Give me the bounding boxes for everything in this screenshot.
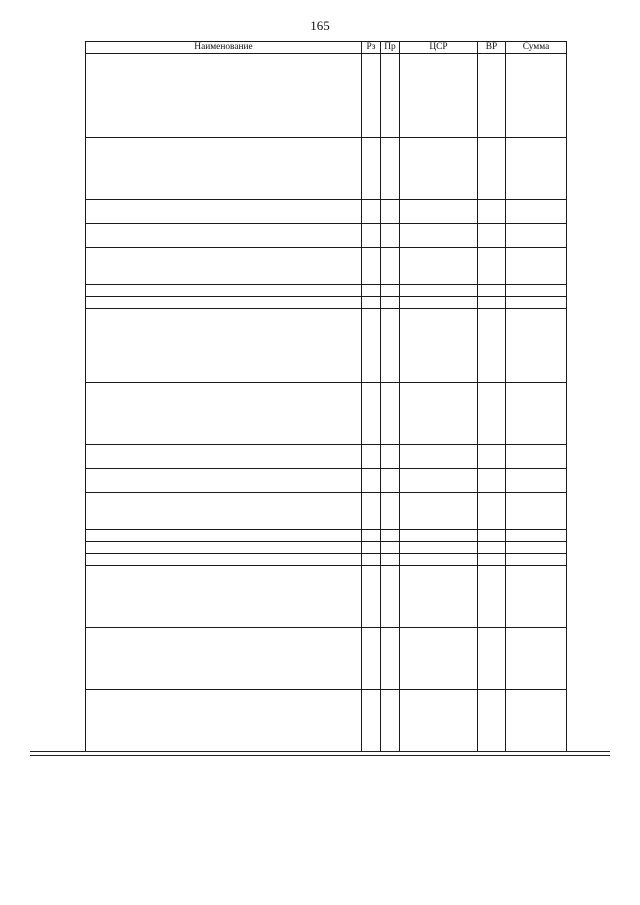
row-name — [86, 54, 362, 138]
row-sum — [506, 469, 567, 493]
row-sum — [506, 566, 567, 628]
column-header-sum: Сумма — [506, 42, 567, 54]
row-csr — [400, 285, 478, 297]
row-name — [86, 309, 362, 383]
row-vr — [478, 297, 506, 309]
row-rz — [362, 54, 381, 138]
table-row — [86, 554, 567, 566]
row-vr — [478, 224, 506, 248]
row-rz — [362, 138, 381, 200]
row-sum — [506, 309, 567, 383]
row-name — [86, 297, 362, 309]
row-pr — [381, 445, 400, 469]
row-pr — [381, 469, 400, 493]
row-csr — [400, 445, 478, 469]
row-csr — [400, 469, 478, 493]
row-vr — [478, 200, 506, 224]
row-rz — [362, 554, 381, 566]
row-rz — [362, 566, 381, 628]
table-row — [86, 542, 567, 554]
row-rz — [362, 309, 381, 383]
table-row — [86, 297, 567, 309]
row-pr — [381, 224, 400, 248]
row-pr — [381, 285, 400, 297]
row-sum — [506, 530, 567, 542]
row-rz — [362, 469, 381, 493]
row-sum — [506, 445, 567, 469]
row-vr — [478, 628, 506, 690]
row-rz — [362, 690, 381, 752]
page-number: 165 — [310, 18, 330, 33]
column-header-rz: Рз — [362, 42, 381, 54]
table-row — [86, 54, 567, 138]
row-pr — [381, 493, 400, 530]
row-sum — [506, 297, 567, 309]
table-row — [86, 445, 567, 469]
row-vr — [478, 138, 506, 200]
row-csr — [400, 493, 478, 530]
row-pr — [381, 383, 400, 445]
row-name — [86, 690, 362, 752]
row-pr — [381, 54, 400, 138]
row-rz — [362, 445, 381, 469]
row-csr — [400, 554, 478, 566]
row-csr — [400, 690, 478, 752]
row-sum — [506, 554, 567, 566]
budget-table — [85, 41, 567, 752]
row-name — [86, 566, 362, 628]
row-rz — [362, 200, 381, 224]
table-row — [86, 248, 567, 285]
row-vr — [478, 383, 506, 445]
row-vr — [478, 542, 506, 554]
row-vr — [478, 530, 506, 542]
row-name — [86, 200, 362, 224]
table-header-row — [86, 42, 567, 54]
row-pr — [381, 530, 400, 542]
row-csr — [400, 542, 478, 554]
row-csr — [400, 54, 478, 138]
row-csr — [400, 383, 478, 445]
row-sum — [506, 542, 567, 554]
row-pr — [381, 690, 400, 752]
footer-divider — [30, 751, 610, 752]
row-rz — [362, 285, 381, 297]
row-pr — [381, 628, 400, 690]
table-row — [86, 530, 567, 542]
row-vr — [478, 54, 506, 138]
row-sum — [506, 200, 567, 224]
row-vr — [478, 248, 506, 285]
table-row — [86, 469, 567, 493]
row-rz — [362, 628, 381, 690]
row-sum — [506, 690, 567, 752]
row-name — [86, 383, 362, 445]
row-vr — [478, 309, 506, 383]
table-row — [86, 383, 567, 445]
table-row — [86, 690, 567, 752]
row-vr — [478, 445, 506, 469]
row-sum — [506, 54, 567, 138]
column-header-name: Наименование — [86, 42, 362, 54]
row-sum — [506, 248, 567, 285]
row-rz — [362, 542, 381, 554]
row-csr — [400, 138, 478, 200]
row-name — [86, 628, 362, 690]
row-pr — [381, 248, 400, 285]
row-rz — [362, 248, 381, 285]
row-sum — [506, 493, 567, 530]
row-pr — [381, 566, 400, 628]
row-vr — [478, 690, 506, 752]
row-name — [86, 138, 362, 200]
row-pr — [381, 200, 400, 224]
row-rz — [362, 224, 381, 248]
row-rz — [362, 493, 381, 530]
row-name — [86, 554, 362, 566]
row-sum — [506, 285, 567, 297]
row-rz — [362, 383, 381, 445]
row-sum — [506, 138, 567, 200]
column-header-vr: ВР — [478, 42, 506, 54]
row-rz — [362, 530, 381, 542]
row-name — [86, 542, 362, 554]
table-row — [86, 493, 567, 530]
table-row — [86, 138, 567, 200]
table-row — [86, 224, 567, 248]
table-row — [86, 200, 567, 224]
footer-divider — [30, 755, 610, 756]
row-sum — [506, 628, 567, 690]
row-name — [86, 530, 362, 542]
row-vr — [478, 493, 506, 530]
row-pr — [381, 554, 400, 566]
table-row — [86, 566, 567, 628]
row-name — [86, 248, 362, 285]
table-row — [86, 628, 567, 690]
table-row — [86, 309, 567, 383]
row-sum — [506, 224, 567, 248]
row-csr — [400, 628, 478, 690]
row-csr — [400, 566, 478, 628]
row-vr — [478, 554, 506, 566]
table-row — [86, 285, 567, 297]
row-name — [86, 224, 362, 248]
row-csr — [400, 309, 478, 383]
row-csr — [400, 297, 478, 309]
row-name — [86, 445, 362, 469]
row-pr — [381, 309, 400, 383]
row-vr — [478, 285, 506, 297]
row-name — [86, 285, 362, 297]
row-name — [86, 493, 362, 530]
row-csr — [400, 224, 478, 248]
row-pr — [381, 297, 400, 309]
row-pr — [381, 542, 400, 554]
row-vr — [478, 469, 506, 493]
row-vr — [478, 566, 506, 628]
row-pr — [381, 138, 400, 200]
row-csr — [400, 530, 478, 542]
row-sum — [506, 383, 567, 445]
row-name — [86, 469, 362, 493]
row-rz — [362, 297, 381, 309]
column-header-pr: Пр — [381, 42, 400, 54]
row-csr — [400, 200, 478, 224]
row-csr — [400, 248, 478, 285]
column-header-csr: ЦСР — [400, 42, 478, 54]
